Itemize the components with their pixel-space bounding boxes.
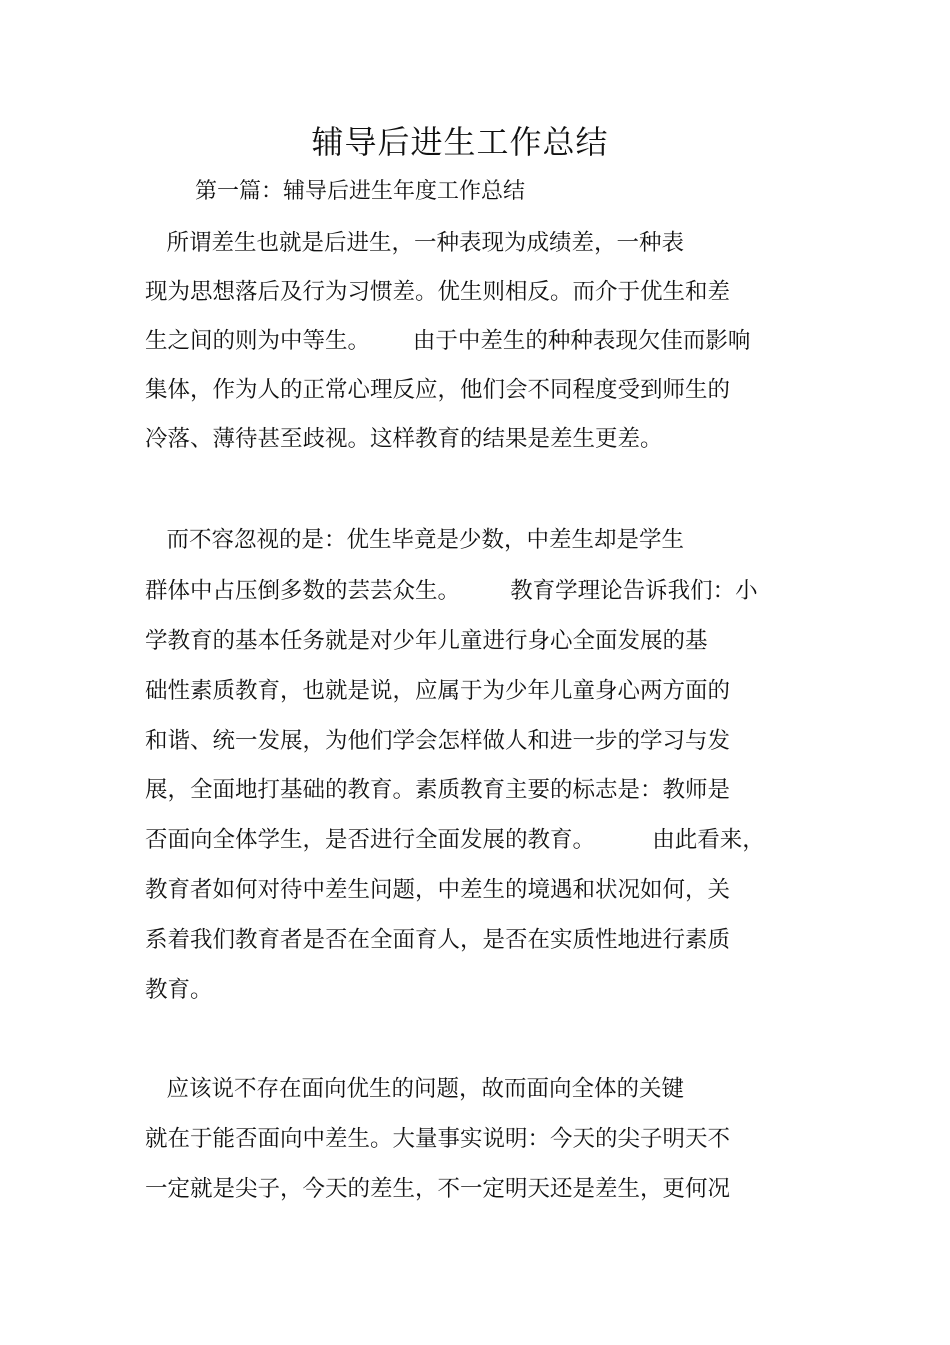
paragraph-3-line-1: 应该说不存在面向优生的问题，故而面向全体的关键 [145,1076,684,1102]
document-subtitle: 第一篇：辅导后进生年度工作总结 [195,179,526,204]
paragraph-2-line-8: 教育者如何对待中差生问题，中差生的境遇和状况如何，关 [145,877,731,903]
paragraph-1-line-1: 所谓差生也就是后进生，一种表现为成绩差，一种表 [145,230,684,256]
paragraph-1-line-5: 冷落、薄待甚至歧视。这样教育的结果是差生更差。 [145,426,663,452]
paragraph-2-line-9: 系着我们教育者是否在全面育人，是否在实质性地进行素质 [145,927,731,953]
paragraph-2-line-3: 学教育的基本任务就是对少年儿童进行身心全面发展的基 [145,628,708,654]
paragraph-2-line-1: 而不容忽视的是：优生毕竟是少数，中差生却是学生 [145,527,684,553]
paragraph-1-line-4: 集体，作为人的正常心理反应，他们会不同程度受到师生的 [145,377,731,403]
paragraph-3-line-2: 就在于能否面向中差生。大量事实说明：今天的尖子明天不 [145,1126,731,1152]
paragraph-3-line-3: 一定就是尖子，今天的差生，不一定明天还是差生，更何况 [145,1176,731,1202]
paragraph-1-line-3: 生之间的则为中等生。 由于中差生的种种表现欠佳而影响 [145,328,751,354]
paragraph-2-line-7: 否面向全体学生，是否进行全面发展的教育。 由此看来， [145,827,765,853]
paragraph-2-line-10: 教育。 [145,977,213,1003]
paragraph-2-line-6: 展，全面地打基础的教育。素质教育主要的标志是：教师是 [145,777,731,803]
paragraph-1-line-2: 现为思想落后及行为习惯差。优生则相反。而介于优生和差 [145,279,731,305]
document-title: 辅导后进生工作总结 [311,123,609,161]
paragraph-2-line-2: 群体中占压倒多数的芸芸众生。 教育学理论告诉我们：小 [145,578,758,604]
paragraph-2-line-5: 和谐、统一发展，为他们学会怎样做人和进一步的学习与发 [145,728,731,754]
paragraph-2-line-4: 础性素质教育，也就是说，应属于为少年儿童身心两方面的 [145,678,731,704]
